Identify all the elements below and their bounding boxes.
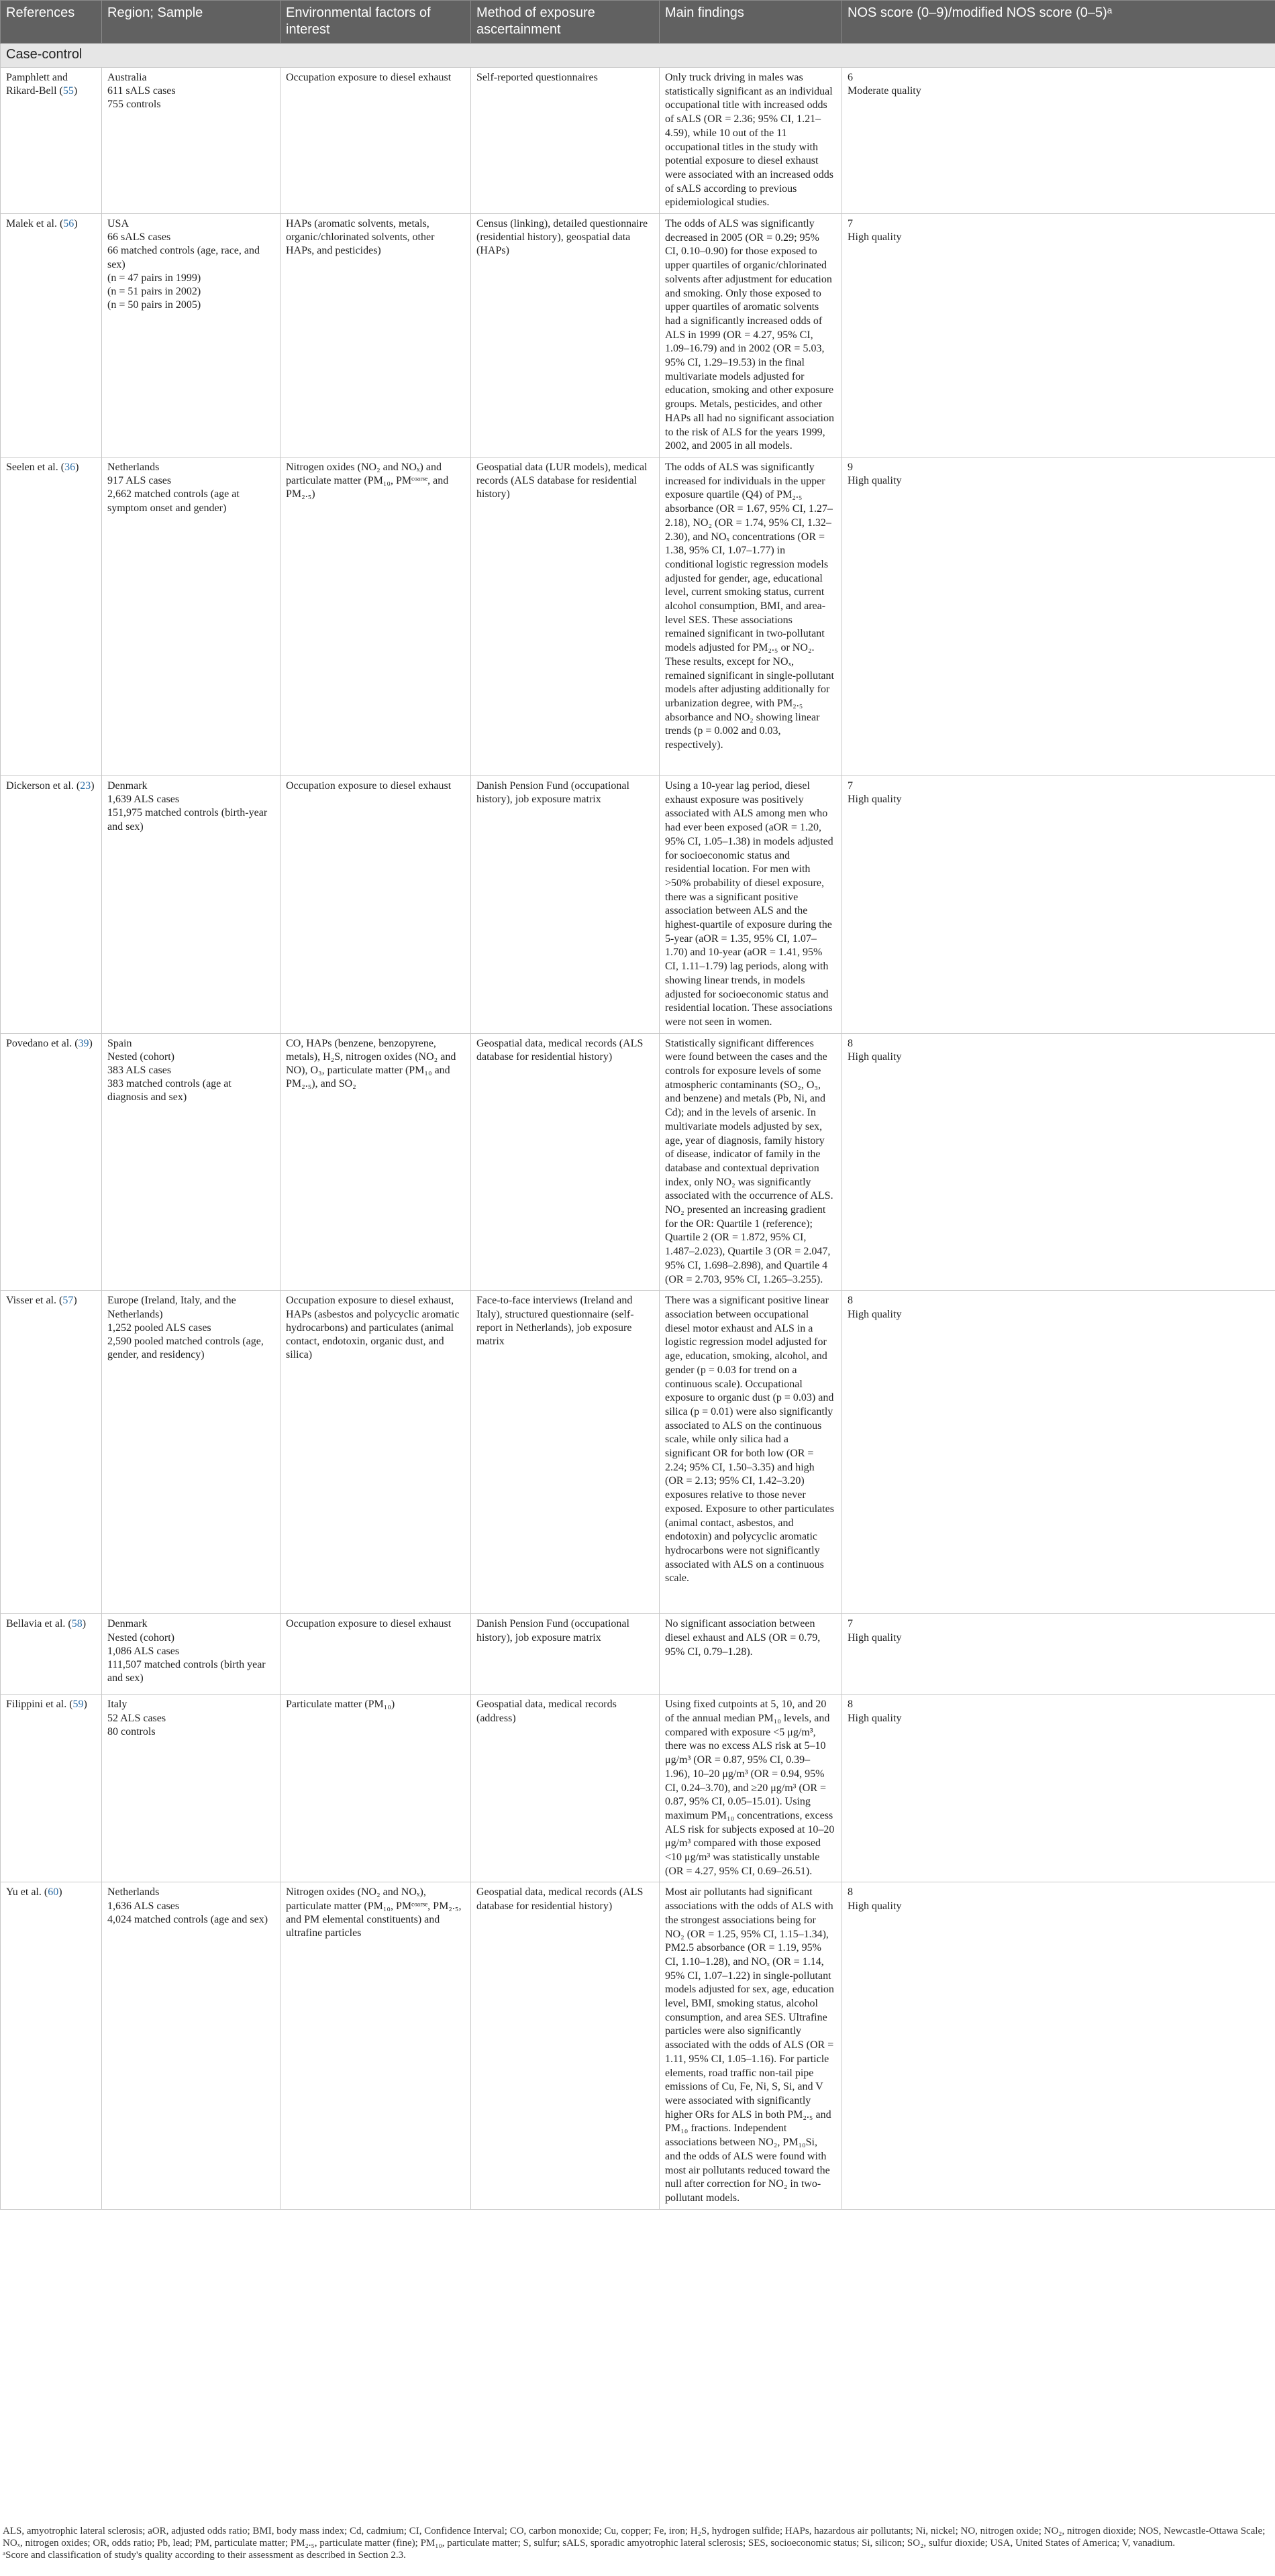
nos-score: 8 [848,1699,853,1711]
author-name: Seelen et al. [6,461,58,473]
table-row [1,1695,1275,1882]
environmental-factors-cell: CO, HAPs (benzene, benzopyrene, metals), H₂S, nitrogen oxides (NO₂ and NO), O₃, particulate matter (PM₁₀ and PM₂.₅), and SO₂ [280,1033,471,1291]
quality-label: High quality [848,1900,902,1912]
author-name: Bellavia et al. [6,1618,66,1630]
environmental-factors-cell: Occupation exposure to diesel exhaust [280,1614,471,1695]
exposure-method-cell: Self-reported questionnaires [471,68,660,214]
nos-score: 8 [848,1037,853,1049]
quality-label: High quality [848,1712,902,1724]
region-sample-cell: Australia 611 sALS cases 755 controls [102,68,280,214]
reference-cell: Malek et al. (56) [1,214,102,458]
abbreviations-footnote: ALS, amyotrophic lateral sclerosis; aOR, adjusted odds ratio; BMI, body mass index; Cd, cadmium; CI, Confidence Interval; CO, carbon monoxide; Cu, copper; Fe, iron; H₂S, hydrogen sulfide; HAPs, hazardous air pollutants; Ni, nickel; NO, nitrogen oxide; NO₂, nitrogen dioxide; NOS, Newcastle-Ottawa Scale; NOₓ, nitrogen oxides; OR, odds ratio; Pb, lead; PM, particulate matter; PM₂.₅, particulate matter (fine); PM₁₀, particulate matter; S, sulfur; sALS, sporadic amyotrophic lateral sclerosis; SES, socioeconomic status; Si, silicon; SO₂, sulfur dioxide; USA, United States of America; V, vanadium. [3,2526,1266,2548]
nos-score-cell [842,1291,1275,1614]
exposure-method-cell: Geospatial data, medical records (ALS database for residential history) [471,1033,660,1291]
reference-cell: Seelen et al. (36) [1,457,102,775]
nos-score: 8 [848,1886,853,1898]
exposure-method-cell: Geospatial data, medical records (ALS database for residential history) [471,1882,660,2209]
citation-link[interactable]: 39 [78,1037,89,1049]
citation-link[interactable]: 56 [63,218,74,230]
nos-score-cell [842,1882,1275,2209]
environmental-factors-cell: Particulate matter (PM₁₀) [280,1695,471,1882]
nos-score: 8 [848,1295,853,1307]
main-findings-cell: The odds of ALS was significantly increased for individuals in the upper exposure quartile (Q4) of PM₂.₅ absorbance (OR = 1.67, 95% CI, 1.27–2.18), NO₂ (OR = 1.74, 95% CI, 1.32–2.30), and NOₓ concentrations (OR = 1.38, 95% CI, 1.07–1.77) in conditional logistic regression models adjusted for gender, age, educational level, current smoking status, current alcohol consumption, BMI, and area-level SES. These associations remained significant in two-pollutant models adjusted for PM₂.₅ or NO₂. These results, except for NOₓ, remained significant in single-pollutant models after adjusting additionally for urbanization degree, with PM₂.₅ absorbance and NO₂ showing linear trends (p = 0.002 and 0.03, respectively). [660,457,842,775]
main-findings-cell: Using a 10-year lag period, diesel exhaust exposure was positively associated with ALS among men who had ever been exposed (aOR = 1.20, 95% CI, 1.05–1.38) in models adjusted for socioeconomic status and residential location. For men with >50% probability of diesel exposure, there was a significant positive association between ALS and the highest-quartile of exposure during the 5-year (aOR = 1.35, 95% CI, 1.07–1.70) and 10-year (aOR = 1.41, 95% CI, 1.11–1.79) lag periods, along with showing linear trends, in models adjusted for socioeconomic status and residential location. These associations were not seen in women. [660,775,842,1033]
main-findings-cell: No significant association between diesel exhaust and ALS (OR = 0.79, 95% CI, 0.79–1.28). [660,1614,842,1695]
reference-cell: Filippini et al. (59) [1,1695,102,1882]
table-row [1,214,1275,458]
col-header-region: Region; Sample [102,1,280,44]
author-name: Povedano et al. [6,1037,72,1049]
nos-score-cell [842,68,1275,214]
nos-score-cell [842,775,1275,1033]
header-row [1,1,1275,44]
nos-score: 7 [848,1618,853,1630]
reference-cell: Pamphlett and Rikard-Bell (55) [1,68,102,214]
quality-label: High quality [848,794,902,806]
citation-link[interactable]: 55 [62,85,74,97]
col-header-nos-score: NOS score (0–9)/modified NOS score (0–5)ᵃ [842,1,1275,44]
main-findings-cell: Only truck driving in males was statistically significant as an individual occupational title with increased odds of sALS (OR = 2.36; 95% CI, 1.21–4.59), while 10 out of the 11 occupational titles in the study with potential exposure to diesel exhaust were associated with an increased odds of sALS according to previous epidemiological studies. [660,68,842,214]
region-sample-cell: Denmark Nested (cohort) 1,086 ALS cases 111,507 matched controls (birth year and sex) [102,1614,280,1695]
table-row [1,1614,1275,1695]
exposure-method-cell: Geospatial data (LUR models), medical records (ALS database for residential history) [471,457,660,775]
region-sample-cell: Europe (Ireland, Italy, and the Netherlands) 1,252 pooled ALS cases 2,590 pooled matched controls (age, gender, and residency) [102,1291,280,1614]
table-row [1,1882,1275,2209]
quality-label: High quality [848,231,902,244]
citation-link[interactable]: 60 [48,1886,59,1898]
environmental-factors-cell: Nitrogen oxides (NO₂ and NOₓ), particulate matter (PM₁₀, PMᶜᵒᵃʳˢᵉ, PM₂.₅, and PM elemental constituents) and ultrafine particles [280,1882,471,2209]
group-label: Case-control [1,44,1275,68]
region-sample-cell: USA 66 sALS cases 66 matched controls (age, race, and sex) (n = 47 pairs in 1999) (n = 51 pairs in 2002) (n = 50 pairs in 2005) [102,214,280,458]
quality-label: Moderate quality [848,85,921,97]
table-row [1,1033,1275,1291]
nos-score-cell [842,1614,1275,1695]
quality-label: High quality [848,1631,902,1644]
col-header-method: Method of exposure ascertainment [471,1,660,44]
col-header-references: References [1,1,102,44]
main-findings-cell: Most air pollutants had significant associations with the odds of ALS with the strongest associations being for NO₂ (OR = 1.25, 95% CI, 1.15–1.34), PM2.5 absorbance (OR = 1.19, 95% CI, 1.10–1.28), and NOₓ (OR = 1.14, 95% CI, 1.07–1.22) in single-pollutant models adjusted for sex, age, education level, BMI, smoking status, alcohol consumption, and area SES. Ultrafine particles were also significantly associated with the odds of ALS (OR = 1.11, 95% CI, 1.05–1.16). For particle elements, road traffic non-tail pipe emissions of Cu, Fe, Ni, S, Si, and V were associated with significantly higher ORs for ALS in both PM₂.₅ and PM₁₀ fractions. Independent associations between NO₂, PM₁₀Si, and the odds of ALS were found with most air pollutants reduced toward the null after correction for NO₂ in two-pollutant models. [660,1882,842,2209]
citation-link[interactable]: 23 [80,780,91,792]
author-name: Pamphlett and Rikard-Bell [6,72,68,97]
quality-label: High quality [848,1308,902,1320]
exposure-method-cell: Geospatial data, medical records (address) [471,1695,660,1882]
exposure-method-cell: Danish Pension Fund (occupational history), job exposure matrix [471,775,660,1033]
table-row [1,68,1275,214]
nos-score-cell [842,1695,1275,1882]
nos-score-cell [842,457,1275,775]
quality-label: High quality [848,1051,902,1063]
exposure-method-cell: Census (linking), detailed questionnaire (residential history), geospatial data (HAPs) [471,214,660,458]
environmental-factors-cell: Occupation exposure to diesel exhaust, HAPs (asbestos and polycyclic aromatic hydrocarbons) and particulates (animal contact, endotoxin, organic dust, and silica) [280,1291,471,1614]
region-sample-cell: Netherlands 917 ALS cases 2,662 matched controls (age at symptom onset and gender) [102,457,280,775]
nos-score-cell [842,214,1275,458]
region-sample-cell: Denmark 1,639 ALS cases 151,975 matched controls (birth-year and sex) [102,775,280,1033]
exposure-method-cell: Danish Pension Fund (occupational history), job exposure matrix [471,1614,660,1695]
citation-link[interactable]: 59 [72,1699,84,1711]
table-row [1,775,1275,1033]
reference-cell: Yu et al. (60) [1,1882,102,2209]
region-sample-cell: Netherlands 1,636 ALS cases 4,024 matched controls (age and sex) [102,1882,280,2209]
main-findings-cell: The odds of ALS was significantly decreased in 2005 (OR = 0.29; 95% CI, 0.10–0.90) for those exposed to upper quartiles of organic/chlorinated solvents after adjustment for education and smoking. Only those exposed to upper quartiles of aromatic solvents had a significantly increased odds of ALS in 1999 (OR = 4.27, 95% CI, 1.09–16.79) and in 2002 (OR = 5.03, 95% CI, 1.29–19.53) in the final multivariate models adjusted for education, smoking and other exposure groups. Metals, pesticides, and other HAPs all had no significant association to the risk of ALS for the years 1999, 2002, and 2005 in all models. [660,214,842,458]
reference-cell: Bellavia et al. (58) [1,1614,102,1695]
author-name: Yu et al. [6,1886,42,1898]
main-findings-cell: Statistically significant differences were found between the cases and the controls for exposure levels of some atmospheric contaminants (SO₂, O₃, and benzene) and metals (Pb, Ni, and Cd); and in the levels of arsenic. In multivariate models adjusted by sex, age, year of diagnosis, family history of disease, indicator of family in the database and contextual deprivation index, only NO₂ was significantly associated with the occurrence of ALS. NO₂ presented an increasing gradient for the OR: Quartile 1 (reference); Quartile 2 (OR = 1.872, 95% CI, 1.487–2.023), Quartile 3 (OR = 2.047, 95% CI, 1.698–2.898), and Quartile 4 (OR = 2.703, 95% CI, 1.265–3.255). [660,1033,842,1291]
table-row [1,1291,1275,1614]
nos-score: 7 [848,218,853,230]
main-findings-cell: Using fixed cutpoints at 5, 10, and 20 of the annual median PM₁₀ levels, and compared with exposure <5 μg/m³, there was no excess ALS risk at 5–10 μg/m³ (OR = 0.87, 95% CI, 0.39–1.96), 10–20 μg/m³ (OR = 0.94, 95% CI, 0.24–3.70), and ≥20 μg/m³ (OR = 0.87, 95% CI, 0.05–15.01). Using maximum PM₁₀ concentrations, excess ALS risk for subjects exposed at 10–20 μg/m³ compared with those exposed <10 μg/m³ was statistically unstable (OR = 4.27, 95% CI, 0.69–26.51). [660,1695,842,1882]
environmental-factors-cell: Occupation exposure to diesel exhaust [280,775,471,1033]
author-name: Filippini et al. [6,1699,67,1711]
region-sample-cell: Spain Nested (cohort) 383 ALS cases 383 matched controls (age at diagnosis and sex) [102,1033,280,1291]
environmental-factors-cell: Occupation exposure to diesel exhaust [280,68,471,214]
col-header-findings: Main findings [660,1,842,44]
exposure-method-cell: Face-to-face interviews (Ireland and Italy), structured questionnaire (self-report in Netherlands), job exposure matrix [471,1291,660,1614]
author-name: Visser et al. [6,1295,57,1307]
citation-link[interactable]: 58 [71,1618,83,1630]
reference-cell: Povedano et al. (39) [1,1033,102,1291]
table-row [1,457,1275,775]
nos-score: 6 [848,72,853,83]
environmental-factors-cell: Nitrogen oxides (NO₂ and NOₓ) and particulate matter (PM₁₀, PMᶜᵒᵃʳˢᵉ, and PM₂.₅) [280,457,471,775]
citation-link[interactable]: 36 [64,461,76,473]
score-footnote: ᵃScore and classification of study's quality according to their assessment as described in Section 2.3. [3,2550,406,2561]
region-sample-cell: Italy 52 ALS cases 80 controls [102,1695,280,1882]
citation-link[interactable]: 57 [62,1295,74,1307]
quality-label: High quality [848,475,902,487]
col-header-factors: Environmental factors of interest [280,1,471,44]
nos-score: 7 [848,780,853,792]
group-row-case-control [1,44,1275,68]
reference-cell: Dickerson et al. (23) [1,775,102,1033]
main-findings-cell: There was a significant positive linear association between occupational diesel motor exhaust and ALS in a logistic regression model adjusted for age, education, smoking, alcohol, and gender (p = 0.03 for trend on a continuous scale). Occupational exposure to organic dust (p = 0.03) and silica (p = 0.01) were also significantly associated to ALS on the continuous scale, while only silica had a significant OR for both low (OR = 2.24; 95% CI, 1.50–3.35) and high (OR = 2.13; 95% CI, 1.42–3.20) exposures relative to those never exposed. Exposure to other particulates (animal contact, asbestos, and endotoxin) and polycyclic aromatic hydrocarbons were not significantly associated with ALS on a continuous scale. [660,1291,842,1614]
author-name: Dickerson et al. [6,780,74,792]
environmental-factors-cell: HAPs (aromatic solvents, metals, organic/chlorinated solvents, other HAPs, and pesticides) [280,214,471,458]
reference-cell: Visser et al. (57) [1,1291,102,1614]
author-name: Malek et al. [6,218,57,230]
nos-score-cell [842,1033,1275,1291]
nos-score: 9 [848,461,853,473]
table-footnotes [0,2525,1275,2561]
